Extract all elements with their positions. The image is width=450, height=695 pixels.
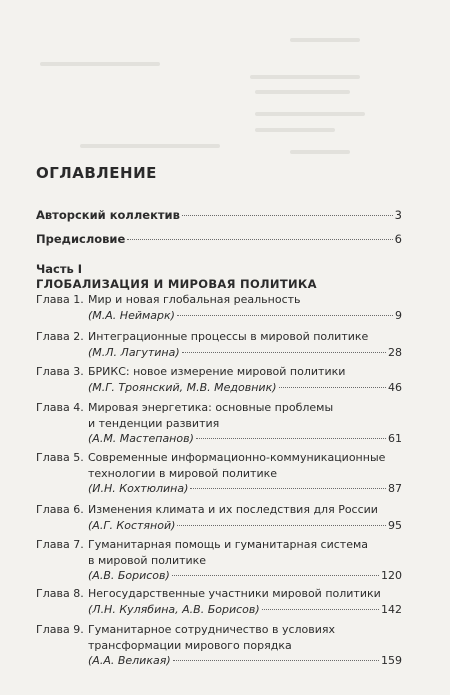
toc-chapter-9[interactable] [36,622,402,669]
chapter-page: 87 [388,482,402,495]
toc-chapter-4[interactable] [36,400,402,447]
chapter-title-line-1: Мировая энергетика: основные проблемы [88,401,334,414]
chapter-title-line-1: Современные информационно-коммуникационные [88,451,386,464]
bleed-through-mark [255,112,365,116]
toc-entry-page: 6 [394,232,402,246]
dot-leader [173,660,379,661]
chapter-authors: (М.Л. Лагутина) [88,345,180,359]
dot-leader [279,387,386,388]
dot-leader [182,215,393,216]
toc-heading: ОГЛАВЛЕНИЕ [36,164,157,182]
chapter-title-line-2: трансформации мирового порядка [88,638,292,652]
chapter-number: Глава 9. [36,623,84,636]
chapter-number: Глава 7. [36,538,84,551]
chapter-number: Глава 2. [36,330,84,343]
chapter-number: Глава 6. [36,503,84,516]
chapter-authors: (А.Г. Костяной) [88,518,176,532]
toc-chapter-5[interactable] [36,450,402,497]
toc-entry-authors[interactable] [36,208,402,222]
chapter-authors: (А.М. Мастепанов) [88,432,194,445]
toc-chapter-6[interactable] [36,502,402,533]
toc-chapter-3[interactable] [36,364,402,395]
chapter-authors: (М.Г. Троянский, М.В. Медовник) [88,380,277,394]
chapter-page: 46 [388,380,402,394]
chapter-number: Глава 4. [36,401,84,414]
toc-entry-preface[interactable] [36,232,402,246]
dot-leader [177,525,386,526]
dot-leader [196,438,386,439]
dot-leader [127,239,392,240]
bleed-through-mark [255,90,350,94]
chapter-title-line-2: и тенденции развития [88,416,220,430]
dot-leader [190,488,386,489]
chapter-title-line-2: в мировой политике [88,553,207,567]
bleed-through-mark [40,62,160,66]
chapter-title: Изменения климата и их последствия для России [88,503,378,516]
bleed-through-mark [290,150,350,154]
chapter-title-line-1: Гуманитарное сотрудничество в условиях [88,623,336,636]
part-label: Часть I [36,262,83,276]
bleed-through-mark [250,75,360,79]
chapter-title: Интеграционные процессы в мировой политике [88,330,369,343]
dot-leader [172,575,379,576]
part-title: ГЛОБАЛИЗАЦИЯ И МИРОВАЯ ПОЛИТИКА [36,277,317,291]
bleed-through-mark [255,128,335,132]
chapter-page: 95 [388,518,402,532]
chapter-authors: (А.А. Великая) [88,654,171,667]
chapter-page: 28 [388,345,402,359]
dot-leader [182,352,386,353]
toc-entry-page: 3 [394,208,402,222]
bleed-through-mark [290,38,360,42]
toc-chapter-1[interactable] [36,292,402,323]
chapter-title: Мир и новая глобальная реальность [88,293,301,306]
chapter-number: Глава 3. [36,365,84,378]
chapter-page: 120 [381,569,402,582]
toc-chapter-7[interactable] [36,537,402,584]
chapter-page: 159 [381,654,402,667]
toc-entry-label: Авторский коллектив [36,208,180,222]
toc-chapter-2[interactable] [36,329,402,360]
chapter-number: Глава 5. [36,451,84,464]
chapter-number: Глава 8. [36,587,84,600]
chapter-page: 9 [395,308,402,322]
chapter-number: Глава 1. [36,293,84,306]
dot-leader [177,315,393,316]
chapter-page: 142 [381,602,402,616]
chapter-page: 61 [388,432,402,445]
chapter-authors: (М.А. Неймарк) [88,308,175,322]
toc-chapter-8[interactable] [36,586,402,617]
chapter-authors: (А.В. Борисов) [88,569,170,582]
dot-leader [262,609,379,610]
chapter-title: Негосударственные участники мировой политики [88,587,381,600]
chapter-title-line-1: Гуманитарная помощь и гуманитарная система [88,538,369,551]
chapter-title-line-2: технологии в мировой политике [88,466,278,480]
chapter-authors: (И.Н. Кохтюлина) [88,482,189,495]
bleed-through-mark [80,144,220,148]
chapter-authors: (Л.Н. Кулябина, А.В. Борисов) [88,602,260,616]
chapter-title: БРИКС: новое измерение мировой политики [88,365,346,378]
toc-entry-label: Предисловие [36,232,126,246]
